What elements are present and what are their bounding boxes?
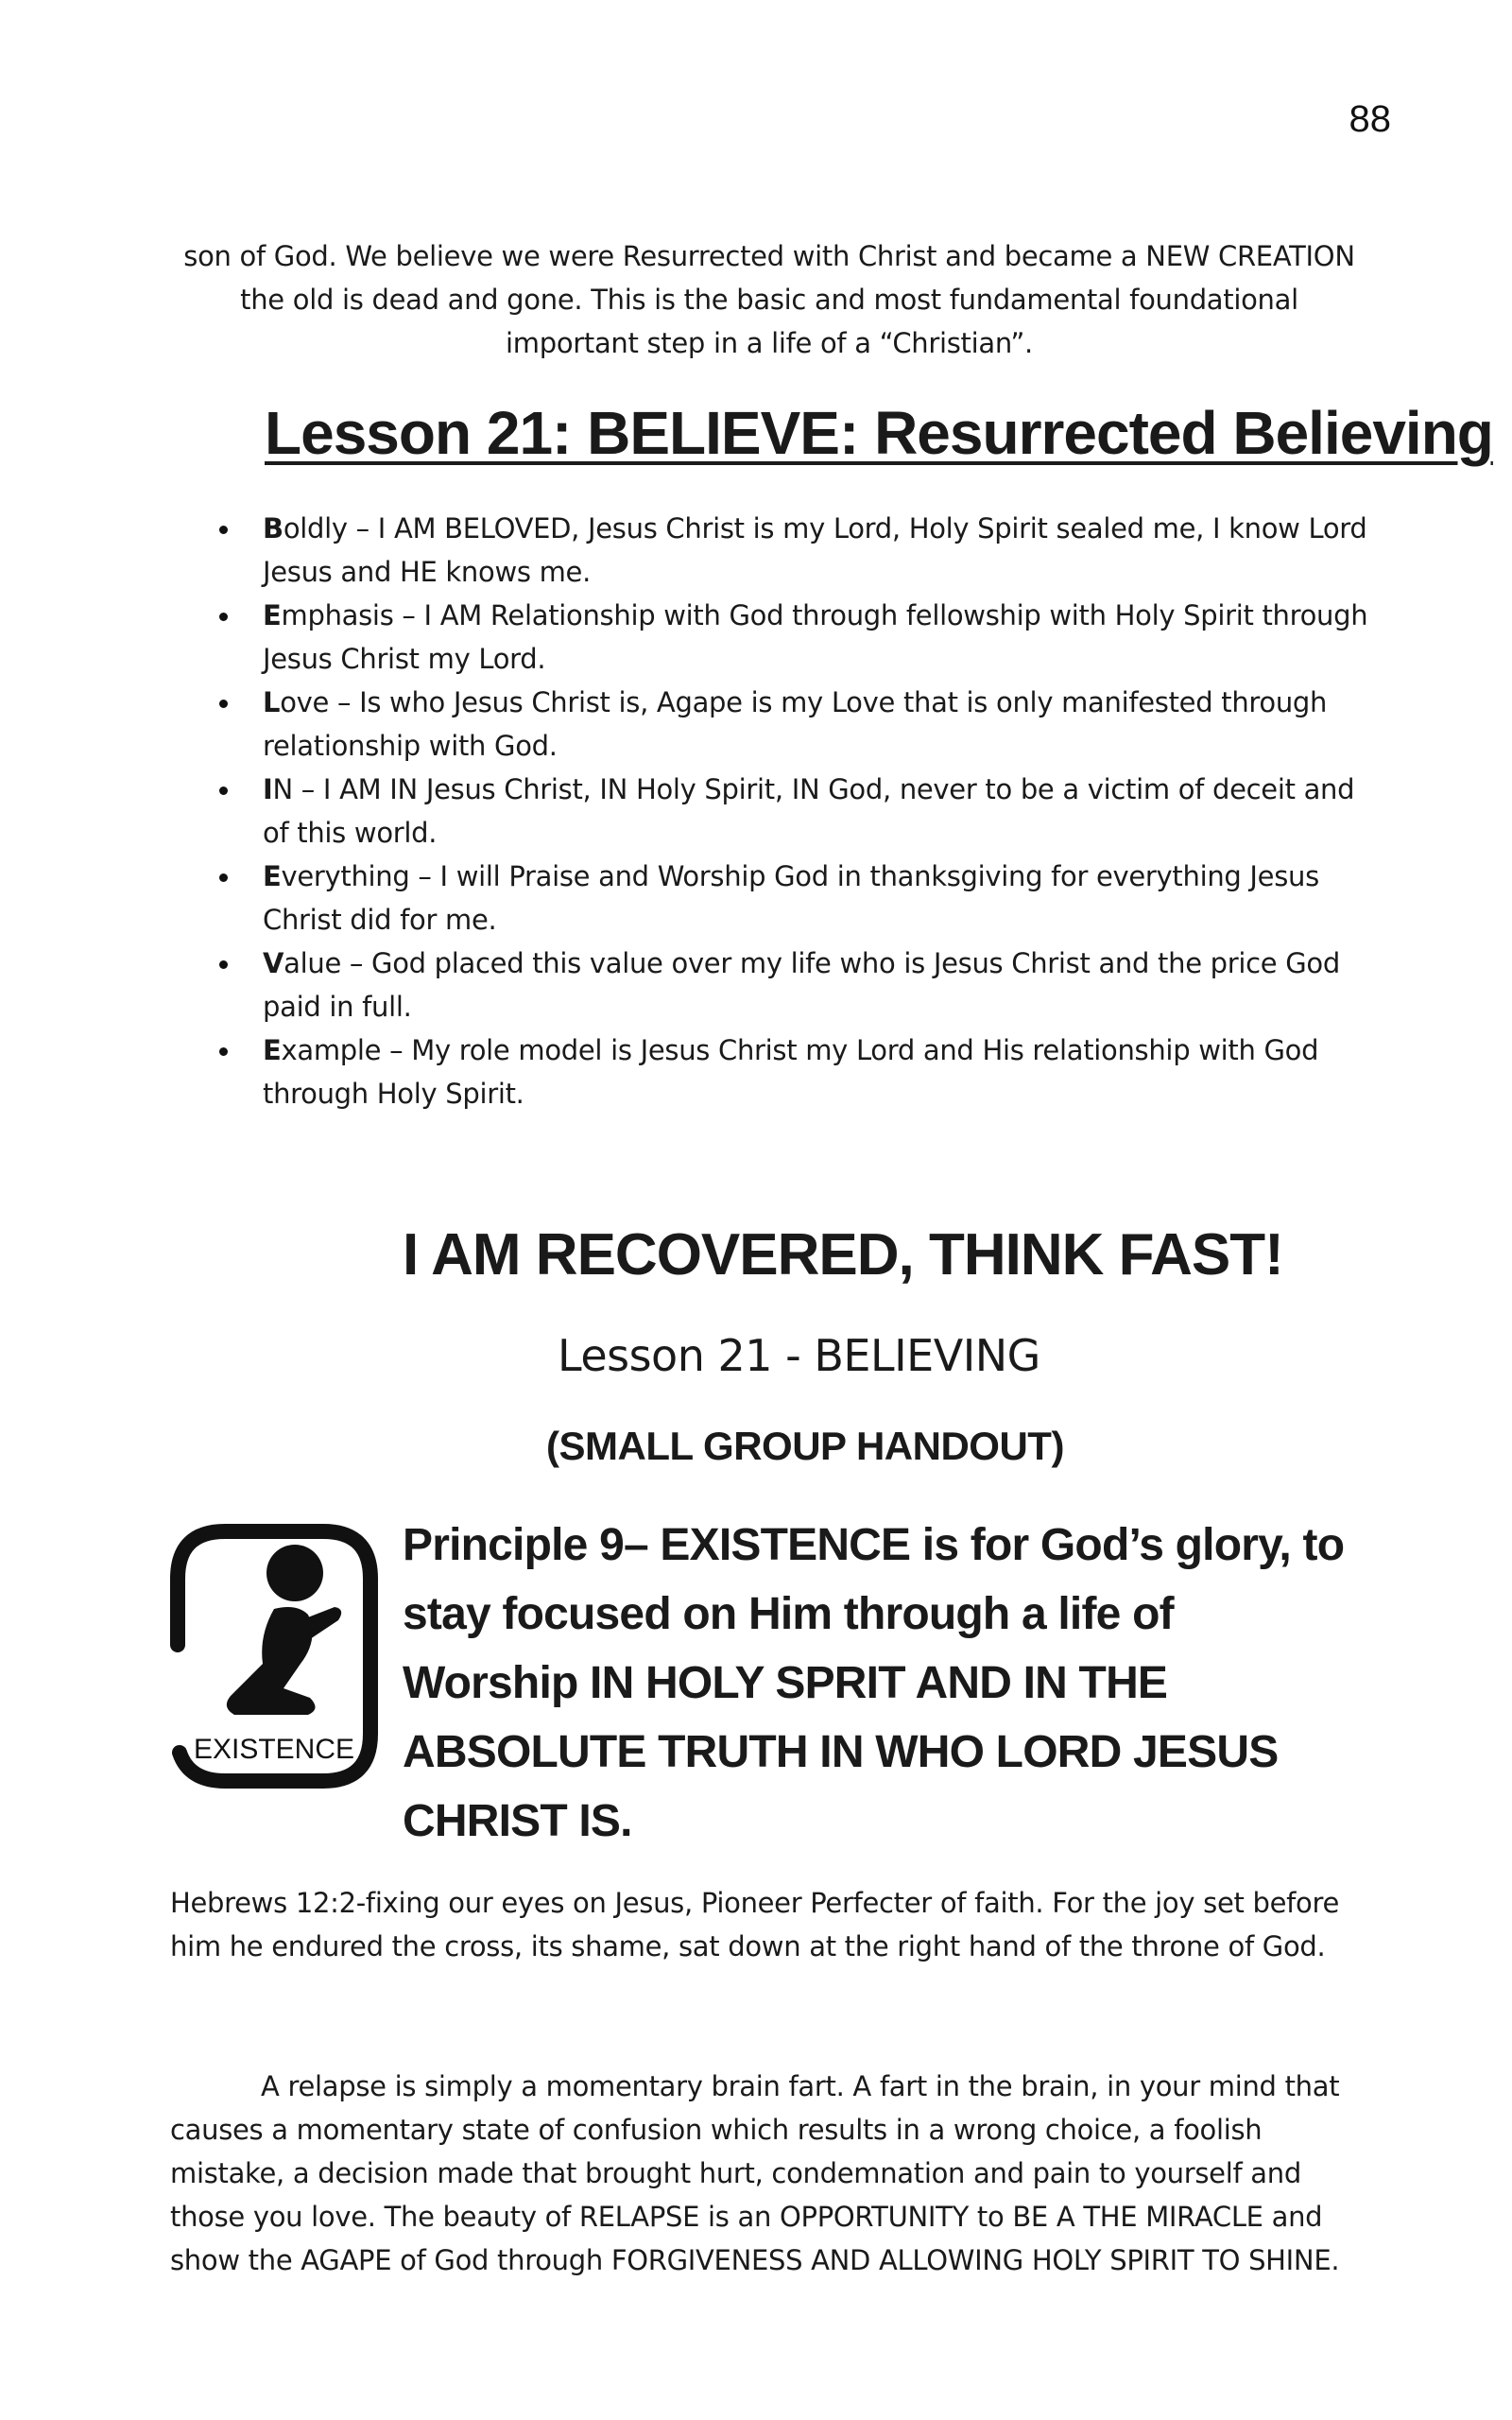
acrostic-letter: B (263, 512, 284, 544)
believe-acrostic-list (198, 507, 1370, 1115)
page-number: 88 (1349, 98, 1391, 140)
list-item (198, 594, 1370, 681)
scripture-verse: Hebrews 12:2-fixing our eyes on Jesus, Pioneer Perfecter of faith. For the joy set before him he endured the cross, its shame, sat down at the right hand of the throne of God. (170, 1887, 1340, 1962)
acrostic-letter: L (263, 686, 281, 718)
icon-label: EXISTENCE (193, 1734, 355, 1765)
relapse-paragraph: A relapse is simply a momentary brain fart. A fart in the brain, in your mind that causes a momentary state of confusion which results in a wrong choice, a foolish mistake, a decision made that brought hurt, condemnation and pain to yourself and those you love. The beauty of RELAPSE is an OPPORTUNITY to BE A THE MIRACLE and show the AGAPE of God through FORGIVENESS AND ALLOWING HOLY SPIRIT TO SHINE. (170, 2070, 1340, 2276)
list-item (198, 681, 1370, 768)
acrostic-letter: E (263, 860, 282, 892)
list-item-text: xample – My role model is Jesus Christ my Lord and His relationship with God through Holy Spirit. (263, 1034, 1319, 1110)
list-item-text: verything – I will Praise and Worship God in thanksgiving for everything Jesus Christ did for me. (263, 860, 1319, 936)
handout-subtitle: (SMALL GROUP HANDOUT) (546, 1424, 1064, 1468)
list-item (198, 855, 1370, 942)
list-item (198, 507, 1370, 594)
list-item-text: mphasis – I AM Relationship with God through fellowship with Holy Spirit through Jesus Christ my Lord. (263, 599, 1368, 675)
handout-lesson: Lesson 21 - BELIEVING (558, 1330, 1040, 1381)
list-item-text: ove – Is who Jesus Christ is, Agape is my Love that is only manifested through relationship with God. (263, 686, 1328, 762)
list-item (198, 1028, 1370, 1115)
list-item-text: alue – God placed this value over my life who is Jesus Christ and the price God paid in full. (263, 947, 1340, 1023)
list-item-text: oldly – I AM BELOVED, Jesus Christ is my Lord, Holy Spirit sealed me, I know Lord Jesus and HE knows me. (263, 512, 1367, 588)
handout-title: I AM RECOVERED, THINK FAST! (403, 1222, 1283, 1288)
acrostic-letter: E (263, 599, 282, 631)
principle-statement: Principle 9– EXISTENCE is for God’s glory, to stay focused on Him through a life of Worship IN HOLY SPRIT AND IN THE ABSOLUTE TRUTH IN WHO LORD JESUS CHRIST IS. (403, 1520, 1345, 1846)
acrostic-letter: V (263, 947, 284, 979)
list-item-text: N – I AM IN Jesus Christ, IN Holy Spirit, IN God, never to be a victim of deceit and of this world. (263, 773, 1355, 849)
acrostic-letter: E (263, 1034, 282, 1066)
lesson-title: Lesson 21: BELIEVE: Resurrected Believing (265, 399, 1493, 467)
intro-paragraph: son of God. We believe we were Resurrected with Christ and became a NEW CREATION the old is dead and gone. This is the basic and most fundamental foundational important step in a life of a “Christian”. (183, 240, 1355, 359)
list-item (198, 942, 1370, 1028)
acrostic-letter: I (263, 773, 273, 805)
kneeling-prayer-icon (168, 1522, 380, 1790)
list-item (198, 768, 1370, 855)
